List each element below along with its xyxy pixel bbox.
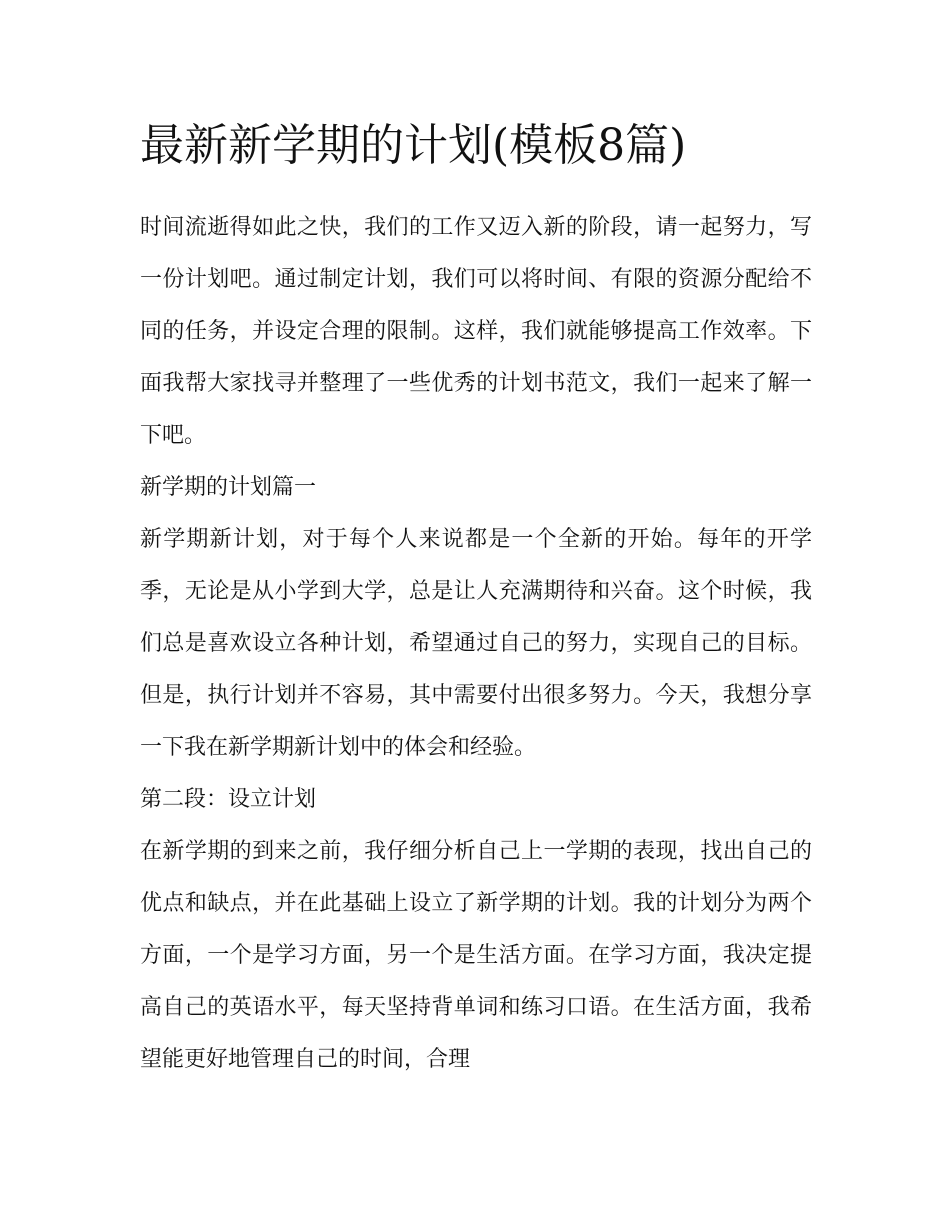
intro-paragraph: 时间流逝得如此之快，我们的工作又迈入新的阶段，请一起努力，写一份计划吧。通过制定计划，我们可以将时间、有限的资源分配给不同的任务，并设定合理的限制。这样，我们就能够提高工作效率。下面我帮大家找寻并整理了一些优秀的计划书范文，我们一起来了解一下吧。	[140, 215, 812, 448]
document-body	[140, 110, 812, 1086]
section-heading-2: 第二段：设立计划	[140, 787, 317, 812]
section-heading-1: 新学期的计划篇一	[140, 475, 317, 500]
section-paragraph-1: 新学期新计划，对于每个人来说都是一个全新的开始。每年的开学季，无论是从小学到大学，总是让人充满期待和兴奋。这个时候，我们总是喜欢设立各种计划，希望通过自己的努力，实现自己的目标。但是，执行计划并不容易，其中需要付出很多努力。今天，我想分享一下我在新学期新计划中的体会和经验。	[140, 527, 812, 760]
document-title: 最新新学期的计划(模板8篇)	[140, 120, 687, 171]
section-paragraph-2: 在新学期的到来之前，我仔细分析自己上一学期的表现，找出自己的优点和缺点，并在此基础上设立了新学期的计划。我的计划分为两个方面，一个是学习方面，另一个是生活方面。在学习方面，我决定提高自己的英语水平，每天坚持背单词和练习口语。在生活方面，我希望能更好地管理自己的时间，合理	[140, 839, 812, 1072]
